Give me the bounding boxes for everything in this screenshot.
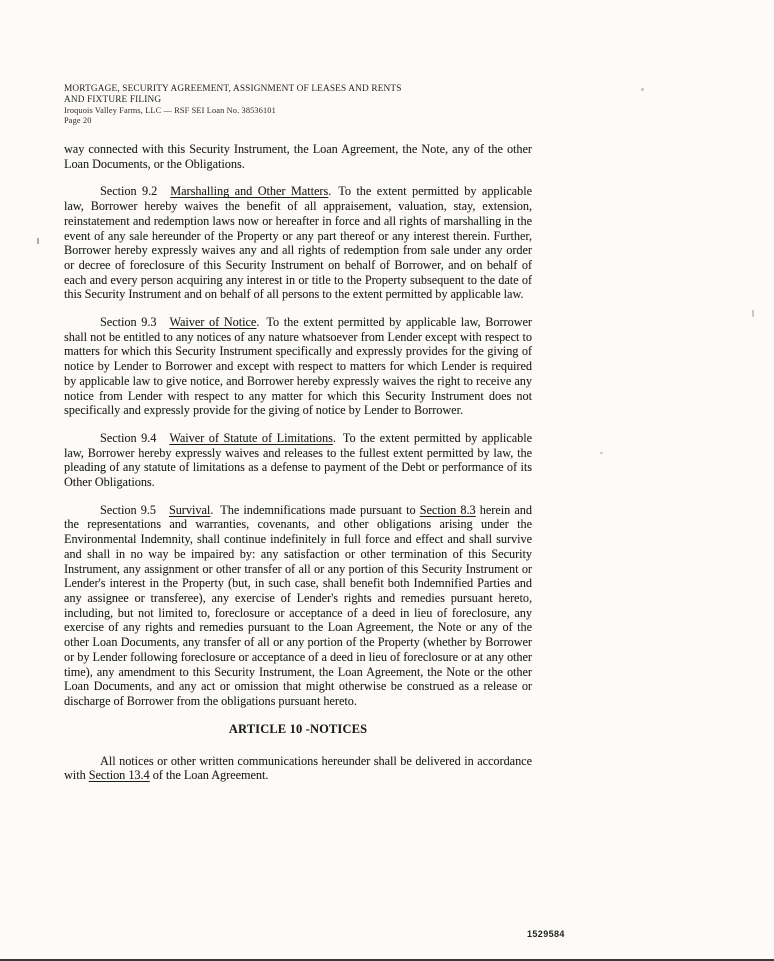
section-9-4-body: To the extent permitted by applicable law, Borrower hereby expressly waives and releases to the fullest extent permitted by law, the pleading of any statute of limitations as a defense to payment of the Debt or performance of its Other Obligations. xyxy=(64,430,533,490)
header-title-line-1: MORTGAGE, SECURITY AGREEMENT, ASSIGNMENT OF LEASES AND RENTS xyxy=(64,84,402,94)
section-9-3-number: Section 9.3 xyxy=(100,315,157,330)
section-8-3-cross-reference: Section 8.3 xyxy=(419,502,476,517)
section-9-4-paragraph xyxy=(64,431,532,490)
section-9-5-number: Section 9.5 xyxy=(100,502,156,517)
section-9-3-paragraph xyxy=(64,315,532,418)
section-9-2-title: Marshalling and Other Matters xyxy=(170,184,329,199)
section-9-2-paragraph xyxy=(64,184,532,302)
heading-period: . xyxy=(332,430,336,445)
scan-artifact xyxy=(641,88,644,91)
section-13-4-cross-reference: Section 13.4 xyxy=(88,768,150,783)
heading-period: . xyxy=(256,315,260,330)
section-9-4-number: Section 9.4 xyxy=(100,430,157,445)
section-9-5-body-before-ref: The indemnifications made pursuant to xyxy=(220,502,420,517)
header-title-line-2: AND FIXTURE FILING xyxy=(64,95,162,105)
article-10-heading: ARTICLE 10 -NOTICES xyxy=(228,721,368,736)
section-9-5-body-after-ref: herein and the representations and warranties, covenants, and other obligations arising under the Environmental Indemnity, shall continue indefinitely in full force and effect and shall survive and shall in no way be impaired by: any satisfaction or other termination of this Security Instrument, any assignment or other transfer of all or any portion of this Security Instrument or Lender's interest in the Property (but, in such case, shall benefit both Indemnified Parties and any assignee or transferee), any exercise of Lender's rights and remedies pursuant hereto, including, but not limited to, foreclosure or acceptance of a deed in lieu of foreclosure, any exercise of any rights and remedies pursuant to the Loan Agreement, the Note or any of the other Loan Documents, any transfer of all or any portion of the Property (whether by Borrower or by Lender following foreclosure or acceptance of a deed in lieu of foreclosure or at any other time), any amendment to this Security Instrument, the Loan Agreement, the Note or the other Loan Documents, and any act or omission that might otherwise be construed as a release or discharge of Borrower from the obligations pursuant hereto. xyxy=(64,502,532,708)
section-9-5-title: Survival xyxy=(168,502,211,517)
document-content xyxy=(64,84,532,796)
notices-text-after-ref: of the Loan Agreement. xyxy=(149,768,269,783)
notices-text-before-ref: All notices or other written communications hereunder shall be delivered in accordance with xyxy=(64,753,532,783)
continuation-paragraph: way connected with this Security Instrument, the Loan Agreement, the Note, any of the other Loan Documents, or the Obligations. xyxy=(64,142,532,171)
scan-artifact xyxy=(600,452,603,454)
section-9-3-body: To the extent permitted by applicable law, Borrower shall not be entitled to any notices of any nature whatsoever from Lender except with respect to matters for which this Security Instrument specifically and expressly provides for the giving of notice by Lender to Borrower and except with respect to matters for which Lender is required by applicable law to give notice, and Borrower hereby expressly waives the right to receive any notice from Lender with respect to any matter for which this Security Instrument does not specifically and expressly provide for the giving of notice by Lender to Borrower. xyxy=(64,315,532,418)
scan-artifact xyxy=(37,238,39,244)
header-page-number: Page 20 xyxy=(64,115,92,125)
header-loan-info: Iroquois Valley Farms, LLC — RSF SEI Loan No. 38536101 xyxy=(64,106,276,115)
document-header xyxy=(64,84,532,125)
section-9-2-body: To the extent permitted by applicable law, Borrower hereby waives the benefit of all appraisement, valuation, stay, extension, reinstatement and redemption laws now or hereafter in force and all rights of marshalling in the event of any sale hereunder of the Property or any part thereof or any interest therein. Further, Borrower hereby expressly waives any and all rights of redemption from sale under any order or decree of foreclosure of this Security Instrument on behalf of Borrower, and on behalf of each and every person acquiring any interest in or title to the Property subsequent to the date of this Security Instrument and on behalf of all persons to the extent permitted by applicable law. xyxy=(64,184,532,302)
section-9-5-paragraph xyxy=(64,503,532,709)
document-control-number: 1529584 xyxy=(527,929,565,939)
heading-period: . xyxy=(210,502,214,517)
section-9-3-title: Waiver of Notice xyxy=(169,315,257,330)
heading-period: . xyxy=(328,184,332,199)
notices-paragraph xyxy=(64,754,532,783)
scan-artifact xyxy=(752,310,754,317)
section-9-2-number: Section 9.2 xyxy=(100,184,158,199)
section-9-4-title: Waiver of Statute of Limitations xyxy=(169,430,333,445)
